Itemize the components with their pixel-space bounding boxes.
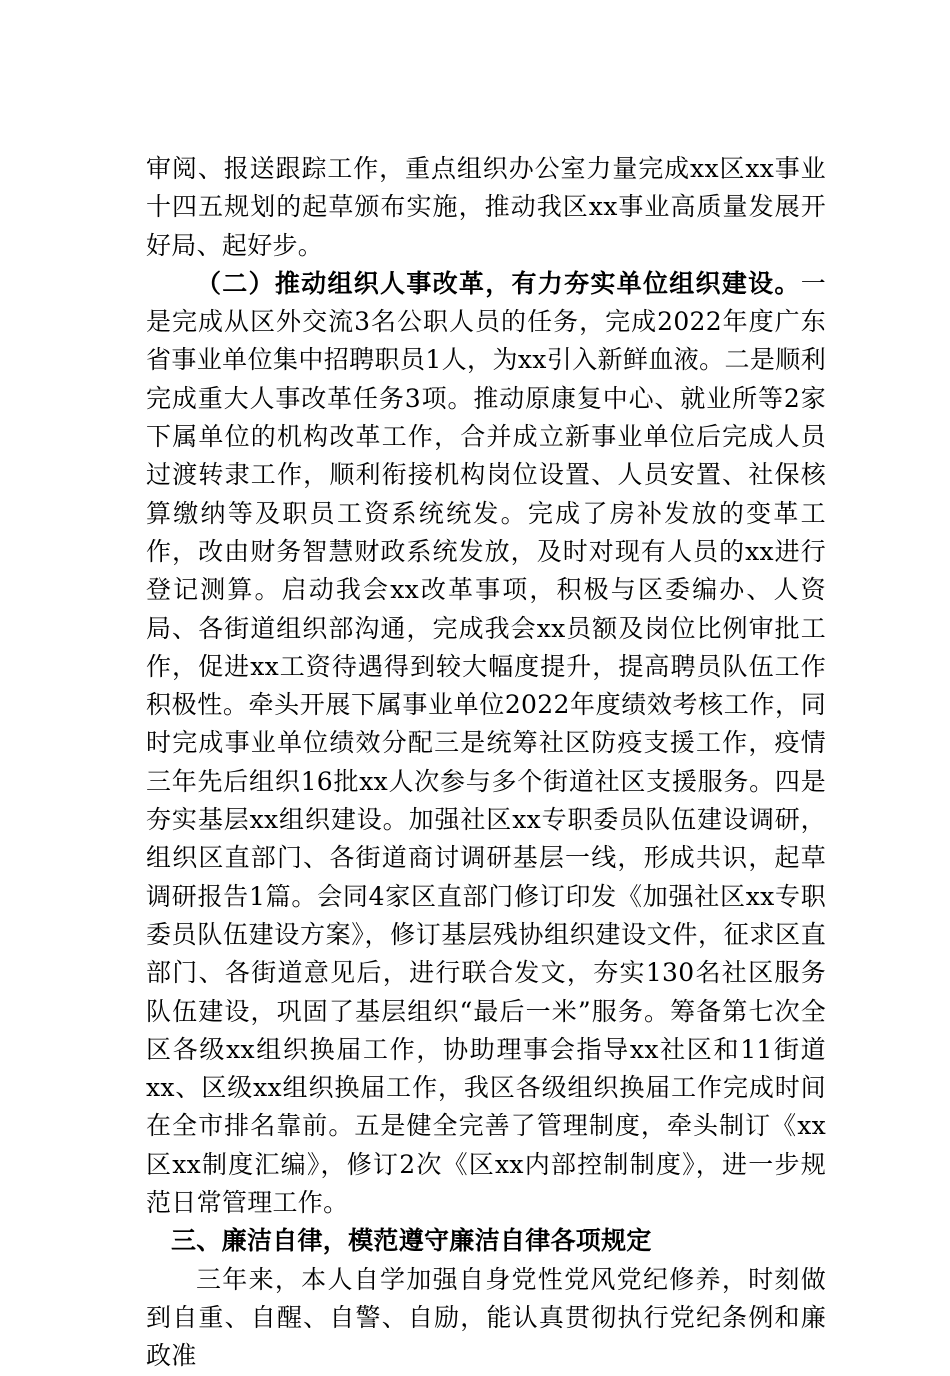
section-heading-3: 三、廉洁自律，模范遵守廉洁自律各项规定 <box>171 1226 652 1256</box>
paragraph-2 <box>146 265 826 1222</box>
document-body <box>146 150 826 1376</box>
section-heading-2: （二）推动组织人事改革，有力夯实单位组织建设。 <box>196 268 801 298</box>
paragraph-1: 审阅、报送跟踪工作，重点组织办公室力量完成xx区xx事业十四五规划的起草颁布实施，推动我区xx事业高质量发展开好局、起好步。 <box>146 154 826 260</box>
paragraph-2-body: 一是完成从区外交流3名公职人员的任务，完成2022年度广东省事业单位集中招聘职员1人，为xx引入新鲜血液。二是顺利完成重大人事改革任务3项。推动原康复中心、就业所等2家下属单位的机构改革工作，合并成立新事业单位后完成人员过渡转隶工作，顺利衔接机构岗位设置、人员安置、社保核算缴纳等及职员工资系统统发。完成了房补发放的变革工作，改由财务智慧财政系统发放，及时对现有人员的xx进行登记测算。启动我会xx改革事项，积极与区委编办、人资局、各街道组织部沟通，完成我会xx员额及岗位比例审批工作，促进xx工资待遇得到较大幅度提升，提高聘员队伍工作积极性。牵头开展下属事业单位2022年度绩效考核工作，同时完成事业单位绩效分配三是统筹社区防疫支援工作，疫情三年先后组织16批xx人次参与多个街道社区支援服务。四是夯实基层xx组织建设。加强社区xx专职委员队伍建设调研，组织区直部门、各街道商讨调研基层一线，形成共识，起草调研报告1篇。会同4家区直部门修订印发《加强社区xx专职委员队伍建设方案》，修订基层残协组织建设文件，征求区直部门、各街道意见后，进行联合发文，夯实130名社区服务队伍建设，巩固了基层组织“最后一米”服务。筹备第七次全区各级xx组织换届工作，协助理事会指导xx社区和11街道xx、区级xx组织换届工作，我区各级组织换届工作完成时间在全市排名靠前。五是健全完善了管理制度，牵头制订《xx区xx制度汇编》，修订2次《区xx内部控制制度》，进一步规范日常管理工作。 <box>146 268 826 1218</box>
paragraph-3: 三年来，本人自学加强自身党性党风党纪修养，时刻做到自重、自醒、自警、自励，能认真贯彻执行党纪条例和廉政准 <box>146 1264 826 1371</box>
